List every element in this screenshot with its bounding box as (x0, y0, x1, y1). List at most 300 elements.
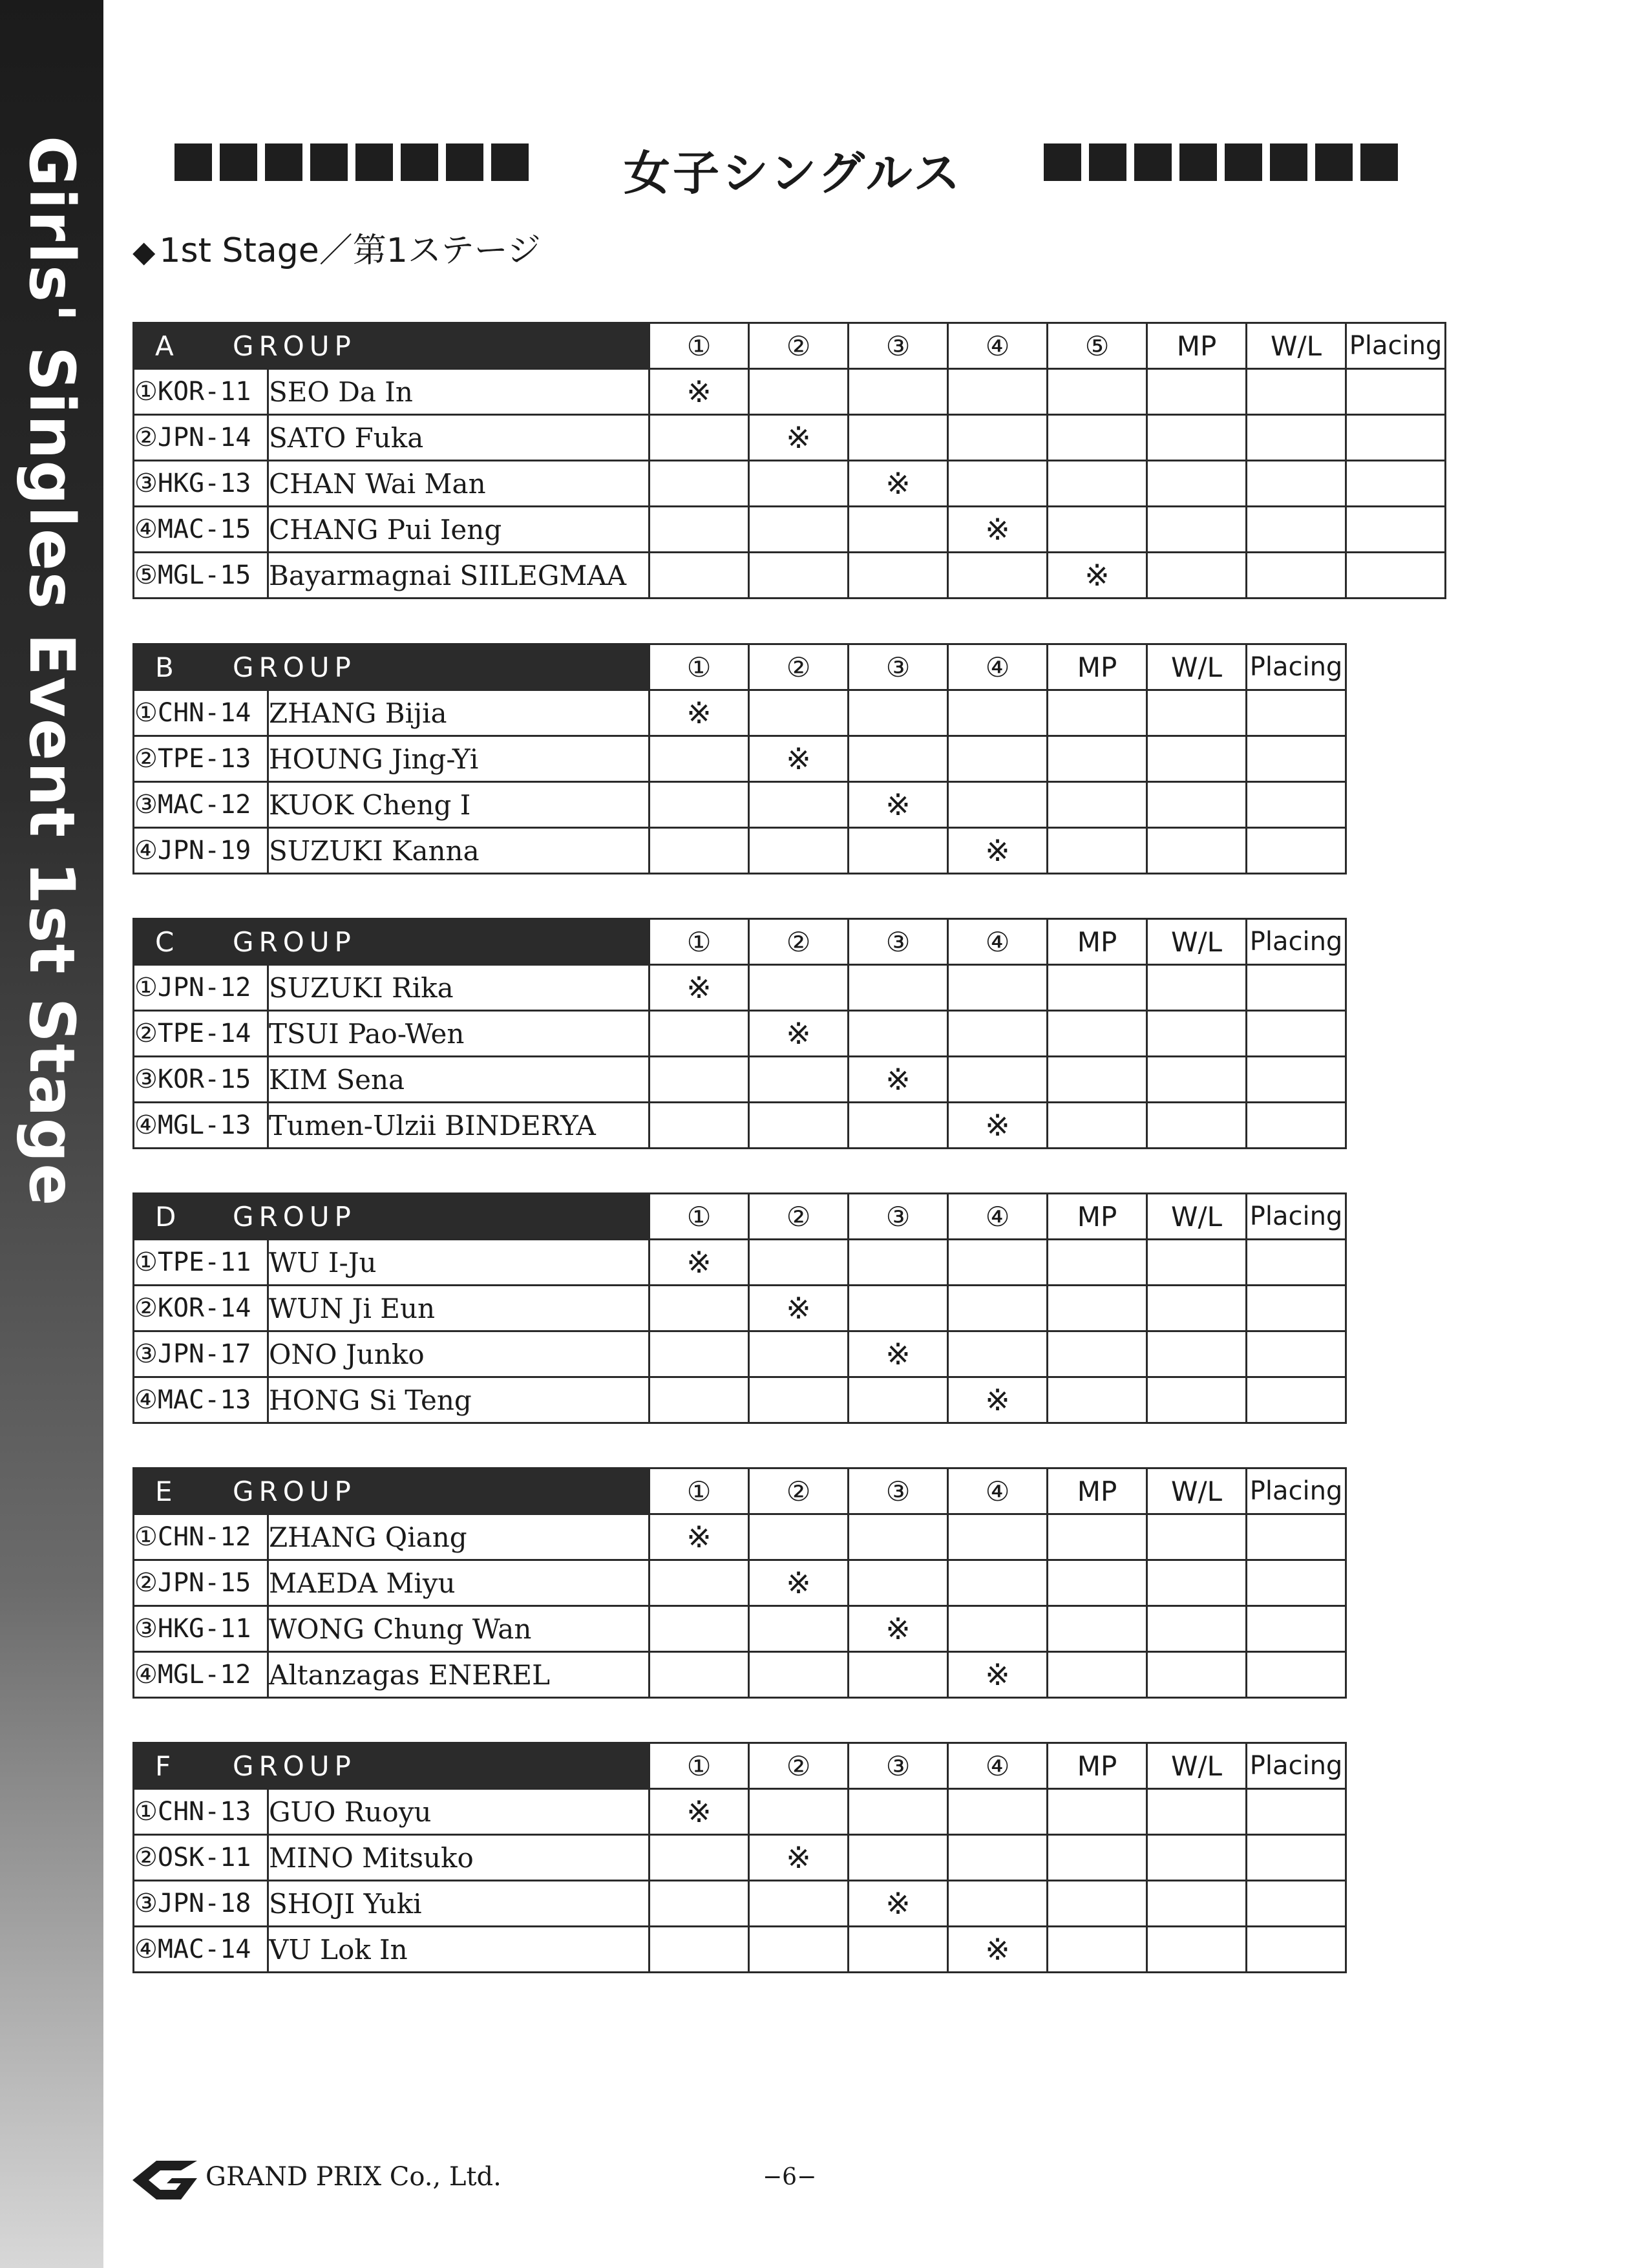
player-code: ②JPN-15 (134, 1560, 268, 1606)
score-cell (1048, 369, 1147, 415)
score-cell (1048, 507, 1147, 553)
score-cell (749, 1331, 849, 1377)
score-cell (849, 965, 948, 1011)
column-header: ③ (849, 919, 948, 965)
score-cell (1048, 1103, 1147, 1149)
table-row (134, 736, 1346, 782)
score-cell (849, 369, 948, 415)
player-name: SUZUKI Rika (268, 965, 650, 1011)
column-header: ② (749, 1194, 849, 1240)
column-header: MP (1048, 1743, 1147, 1789)
score-cell (849, 1103, 948, 1149)
group-table-c (132, 918, 1347, 1149)
score-cell (749, 1652, 849, 1698)
self-match-mark: ※ (849, 782, 948, 828)
player-code: ③JPN-18 (134, 1881, 268, 1927)
player-code: ④MGL-13 (134, 1103, 268, 1149)
group-word: GROUP (233, 1475, 356, 1507)
table-row (134, 1606, 1346, 1652)
score-cell (1147, 1057, 1247, 1103)
score-cell (749, 461, 849, 507)
self-match-mark: ※ (650, 1514, 749, 1560)
score-cell (948, 1560, 1048, 1606)
score-cell (849, 1514, 948, 1560)
score-cell (1147, 1331, 1247, 1377)
group-letter: C (155, 926, 180, 958)
score-cell (650, 1011, 749, 1057)
score-cell (1147, 1011, 1247, 1057)
table-row (134, 369, 1446, 415)
player-name: VU Lok In (268, 1927, 650, 1973)
column-header: ④ (948, 1743, 1048, 1789)
player-name: Bayarmagnai SIILEGMAA (268, 553, 650, 599)
player-name: WUN Ji Eun (268, 1286, 650, 1331)
score-cell (1048, 1835, 1147, 1881)
self-match-mark: ※ (948, 1927, 1048, 1973)
score-cell (1147, 1514, 1247, 1560)
score-cell (849, 736, 948, 782)
score-cell (1048, 1331, 1147, 1377)
score-cell (650, 415, 749, 461)
player-name: KUOK Cheng I (268, 782, 650, 828)
score-cell (1247, 1514, 1346, 1560)
player-name: CHAN Wai Man (268, 461, 650, 507)
score-cell (948, 736, 1048, 782)
group-header (134, 1743, 650, 1789)
table-row (134, 415, 1446, 461)
self-match-mark: ※ (650, 1789, 749, 1835)
player-code: ②TPE-14 (134, 1011, 268, 1057)
score-cell (849, 1286, 948, 1331)
title-decoration-right (1044, 143, 1398, 184)
player-code: ④MAC-13 (134, 1377, 268, 1423)
score-cell (1247, 1652, 1346, 1698)
column-header: ① (650, 1468, 749, 1514)
score-cell (1147, 965, 1247, 1011)
column-header: MP (1147, 323, 1247, 369)
score-cell (650, 1927, 749, 1973)
player-code: ③JPN-17 (134, 1331, 268, 1377)
table-row (134, 1560, 1346, 1606)
player-code: ③KOR-15 (134, 1057, 268, 1103)
score-cell (1247, 415, 1346, 461)
group-word: GROUP (233, 1200, 356, 1233)
column-header: ① (650, 323, 749, 369)
score-cell (1147, 828, 1247, 874)
group-word: GROUP (233, 330, 356, 362)
column-header: ① (650, 1194, 749, 1240)
score-cell (749, 965, 849, 1011)
score-cell (1048, 1377, 1147, 1423)
score-cell (1147, 1789, 1247, 1835)
player-code: ①JPN-12 (134, 965, 268, 1011)
self-match-mark: ※ (650, 1240, 749, 1286)
score-cell (1247, 1103, 1346, 1149)
column-header: Placing (1247, 1468, 1346, 1514)
self-match-mark: ※ (650, 965, 749, 1011)
column-header: MP (1048, 644, 1147, 690)
self-match-mark: ※ (849, 1331, 948, 1377)
table-row (134, 828, 1346, 874)
player-code: ②JPN-14 (134, 415, 268, 461)
sidebar-title: Girls' Singles Event 1st Stage (16, 136, 88, 1207)
table-row (134, 1286, 1346, 1331)
group-letter: F (155, 1750, 176, 1782)
column-header: W/L (1147, 919, 1247, 965)
score-cell (1247, 1057, 1346, 1103)
column-header: ④ (948, 919, 1048, 965)
score-cell (1048, 1011, 1147, 1057)
player-name: MINO Mitsuko (268, 1835, 650, 1881)
score-cell (1048, 690, 1147, 736)
score-cell (1247, 1011, 1346, 1057)
score-cell (1048, 461, 1147, 507)
column-header: MP (1048, 1468, 1147, 1514)
score-cell (749, 828, 849, 874)
self-match-mark: ※ (650, 690, 749, 736)
player-name: SEO Da In (268, 369, 650, 415)
score-cell (1048, 1240, 1147, 1286)
score-cell (1147, 553, 1247, 599)
table-row (134, 690, 1346, 736)
score-cell (948, 1011, 1048, 1057)
group-letter: B (155, 651, 179, 683)
score-cell (650, 1560, 749, 1606)
column-header: ① (650, 1743, 749, 1789)
self-match-mark: ※ (749, 415, 849, 461)
score-cell (1048, 965, 1147, 1011)
player-code: ①CHN-12 (134, 1514, 268, 1560)
score-cell (849, 1835, 948, 1881)
score-cell (1346, 553, 1446, 599)
group-letter: D (155, 1200, 182, 1233)
score-cell (1247, 782, 1346, 828)
group-letter: A (155, 330, 179, 362)
player-name: SUZUKI Kanna (268, 828, 650, 874)
score-cell (1346, 415, 1446, 461)
player-code: ③MAC-12 (134, 782, 268, 828)
group-table-a (132, 322, 1446, 599)
score-cell (650, 1652, 749, 1698)
column-header: ③ (849, 1743, 948, 1789)
self-match-mark: ※ (749, 1286, 849, 1331)
player-name: WU I-Ju (268, 1240, 650, 1286)
score-cell (1048, 415, 1147, 461)
score-cell (749, 1514, 849, 1560)
score-cell (1147, 1652, 1247, 1698)
score-cell (650, 1377, 749, 1423)
player-code: ①KOR-11 (134, 369, 268, 415)
score-cell (650, 1057, 749, 1103)
score-cell (948, 1881, 1048, 1927)
player-code: ①CHN-13 (134, 1789, 268, 1835)
score-cell (650, 1286, 749, 1331)
player-name: ZHANG Bijia (268, 690, 650, 736)
score-cell (1147, 461, 1247, 507)
score-cell (1048, 1514, 1147, 1560)
score-cell (1147, 1377, 1247, 1423)
column-header: Placing (1247, 1743, 1346, 1789)
player-code: ⑤MGL-15 (134, 553, 268, 599)
score-cell (650, 1881, 749, 1927)
score-cell (1147, 369, 1247, 415)
score-cell (948, 782, 1048, 828)
score-cell (749, 1057, 849, 1103)
score-cell (1147, 1927, 1247, 1973)
grand-prix-logo-icon (129, 2157, 200, 2203)
score-cell (1147, 1606, 1247, 1652)
score-cell (849, 553, 948, 599)
column-header: W/L (1147, 644, 1247, 690)
score-cell (1346, 369, 1446, 415)
self-match-mark: ※ (749, 1835, 849, 1881)
column-header: ③ (849, 644, 948, 690)
table-row (134, 507, 1446, 553)
column-header: W/L (1247, 323, 1346, 369)
group-table-f (132, 1742, 1347, 1973)
score-cell (1048, 1560, 1147, 1606)
score-cell (1048, 1881, 1147, 1927)
score-cell (650, 1606, 749, 1652)
player-code: ④MAC-14 (134, 1927, 268, 1973)
score-cell (650, 1331, 749, 1377)
player-name: WONG Chung Wan (268, 1606, 650, 1652)
score-cell (948, 965, 1048, 1011)
score-cell (948, 461, 1048, 507)
score-cell (1247, 1240, 1346, 1286)
column-header: ② (749, 644, 849, 690)
score-cell (749, 1240, 849, 1286)
table-row (134, 782, 1346, 828)
table-row (134, 1927, 1346, 1973)
player-code: ①CHN-14 (134, 690, 268, 736)
score-cell (1247, 1789, 1346, 1835)
score-cell (1048, 736, 1147, 782)
group-word: GROUP (233, 1750, 356, 1782)
player-code: ④MAC-15 (134, 507, 268, 553)
score-cell (1048, 1286, 1147, 1331)
diamond-icon: ◆ (132, 234, 156, 269)
score-cell (650, 736, 749, 782)
score-cell (1147, 1286, 1247, 1331)
score-cell (1048, 1606, 1147, 1652)
table-row (134, 965, 1346, 1011)
player-name: Altanzagas ENEREL (268, 1652, 650, 1698)
score-cell (1247, 1560, 1346, 1606)
title-decoration-left (174, 143, 529, 184)
column-header: ④ (948, 1194, 1048, 1240)
score-cell (749, 553, 849, 599)
self-match-mark: ※ (650, 369, 749, 415)
player-name: CHANG Pui Ieng (268, 507, 650, 553)
table-row (134, 1011, 1346, 1057)
self-match-mark: ※ (849, 1881, 948, 1927)
player-name: MAEDA Miyu (268, 1560, 650, 1606)
score-cell (1247, 1835, 1346, 1881)
self-match-mark: ※ (849, 461, 948, 507)
score-cell (749, 507, 849, 553)
self-match-mark: ※ (948, 507, 1048, 553)
score-cell (1048, 782, 1147, 828)
group-word: GROUP (233, 651, 356, 683)
score-cell (1247, 1927, 1346, 1973)
score-cell (749, 690, 849, 736)
score-cell (1147, 1560, 1247, 1606)
score-cell (1147, 690, 1247, 736)
score-cell (650, 782, 749, 828)
table-row (134, 1377, 1346, 1423)
score-cell (1247, 461, 1346, 507)
page-number: −6− (763, 2164, 817, 2190)
score-cell (1048, 1652, 1147, 1698)
score-cell (1048, 1789, 1147, 1835)
self-match-mark: ※ (849, 1606, 948, 1652)
score-cell (1247, 1331, 1346, 1377)
column-header: ① (650, 644, 749, 690)
score-cell (1147, 1240, 1247, 1286)
column-header: ② (749, 919, 849, 965)
score-cell (1247, 369, 1346, 415)
column-header: W/L (1147, 1468, 1247, 1514)
score-cell (948, 1331, 1048, 1377)
score-cell (1048, 1057, 1147, 1103)
score-cell (749, 1606, 849, 1652)
score-cell (948, 1835, 1048, 1881)
score-cell (749, 1789, 849, 1835)
group-table-b (132, 643, 1347, 874)
self-match-mark: ※ (948, 1103, 1048, 1149)
player-name: SHOJI Yuki (268, 1881, 650, 1927)
score-cell (1147, 782, 1247, 828)
table-row (134, 553, 1446, 599)
column-header: ④ (948, 323, 1048, 369)
score-cell (1147, 1881, 1247, 1927)
player-name: KIM Sena (268, 1057, 650, 1103)
score-cell (1247, 1286, 1346, 1331)
score-cell (948, 1606, 1048, 1652)
score-cell (849, 690, 948, 736)
column-header: ① (650, 919, 749, 965)
table-row (134, 1057, 1346, 1103)
self-match-mark: ※ (1048, 553, 1147, 599)
player-name: ZHANG Qiang (268, 1514, 650, 1560)
column-header: ④ (948, 644, 1048, 690)
column-header: MP (1048, 1194, 1147, 1240)
player-name: TSUI Pao-Wen (268, 1011, 650, 1057)
table-row (134, 1881, 1346, 1927)
score-cell (749, 782, 849, 828)
column-header: ③ (849, 1194, 948, 1240)
column-header: Placing (1247, 1194, 1346, 1240)
column-header: Placing (1346, 323, 1446, 369)
self-match-mark: ※ (849, 1057, 948, 1103)
table-row (134, 1835, 1346, 1881)
group-letter: E (155, 1475, 178, 1507)
page-title: 女子シングルス (624, 146, 963, 200)
sidebar-band (0, 0, 103, 2268)
self-match-mark: ※ (749, 736, 849, 782)
score-cell (650, 553, 749, 599)
table-row (134, 1240, 1346, 1286)
player-name: SATO Fuka (268, 415, 650, 461)
score-cell (1346, 461, 1446, 507)
score-cell (849, 1560, 948, 1606)
score-cell (1247, 965, 1346, 1011)
player-name: Tumen-Ulzii BINDERYA (268, 1103, 650, 1149)
player-code: ④MGL-12 (134, 1652, 268, 1698)
score-cell (749, 369, 849, 415)
group-header (134, 644, 650, 690)
self-match-mark: ※ (749, 1011, 849, 1057)
score-cell (1247, 553, 1346, 599)
column-header: ② (749, 1468, 849, 1514)
column-header: MP (1048, 919, 1147, 965)
score-cell (1147, 415, 1247, 461)
score-cell (1147, 1835, 1247, 1881)
score-cell (1247, 690, 1346, 736)
group-header (134, 919, 650, 965)
table-row (134, 1514, 1346, 1560)
group-header (134, 1194, 650, 1240)
self-match-mark: ※ (948, 828, 1048, 874)
score-cell (948, 1286, 1048, 1331)
group-header (134, 323, 650, 369)
table-row (134, 1789, 1346, 1835)
player-code: ④JPN-19 (134, 828, 268, 874)
player-code: ①TPE-11 (134, 1240, 268, 1286)
score-cell (948, 1514, 1048, 1560)
stage-heading-text: 1st Stage／第1ステージ (159, 231, 541, 270)
self-match-mark: ※ (948, 1652, 1048, 1698)
table-row (134, 461, 1446, 507)
score-cell (749, 1927, 849, 1973)
company-name: GRAND PRIX Co., Ltd. (206, 2162, 502, 2192)
score-cell (1247, 1377, 1346, 1423)
score-cell (948, 553, 1048, 599)
group-table-e (132, 1467, 1347, 1699)
score-cell (849, 1927, 948, 1973)
score-cell (1346, 507, 1446, 553)
score-cell (849, 1377, 948, 1423)
player-name: GUO Ruoyu (268, 1789, 650, 1835)
score-cell (948, 690, 1048, 736)
score-cell (849, 828, 948, 874)
player-name: HOUNG Jing-Yi (268, 736, 650, 782)
player-code: ③HKG-11 (134, 1606, 268, 1652)
column-header: ③ (849, 1468, 948, 1514)
score-cell (650, 507, 749, 553)
player-code: ②KOR-14 (134, 1286, 268, 1331)
score-cell (1247, 736, 1346, 782)
self-match-mark: ※ (948, 1377, 1048, 1423)
score-cell (849, 415, 948, 461)
score-cell (948, 1057, 1048, 1103)
score-cell (650, 828, 749, 874)
column-header: Placing (1247, 644, 1346, 690)
column-header: ② (749, 1743, 849, 1789)
score-cell (1147, 507, 1247, 553)
column-header: ④ (948, 1468, 1048, 1514)
player-code: ②OSK-11 (134, 1835, 268, 1881)
score-cell (749, 1103, 849, 1149)
score-cell (650, 461, 749, 507)
column-header: ③ (849, 323, 948, 369)
group-word: GROUP (233, 926, 356, 958)
player-name: ONO Junko (268, 1331, 650, 1377)
score-cell (1247, 1606, 1346, 1652)
column-header: Placing (1247, 919, 1346, 965)
stage-heading (132, 223, 541, 271)
